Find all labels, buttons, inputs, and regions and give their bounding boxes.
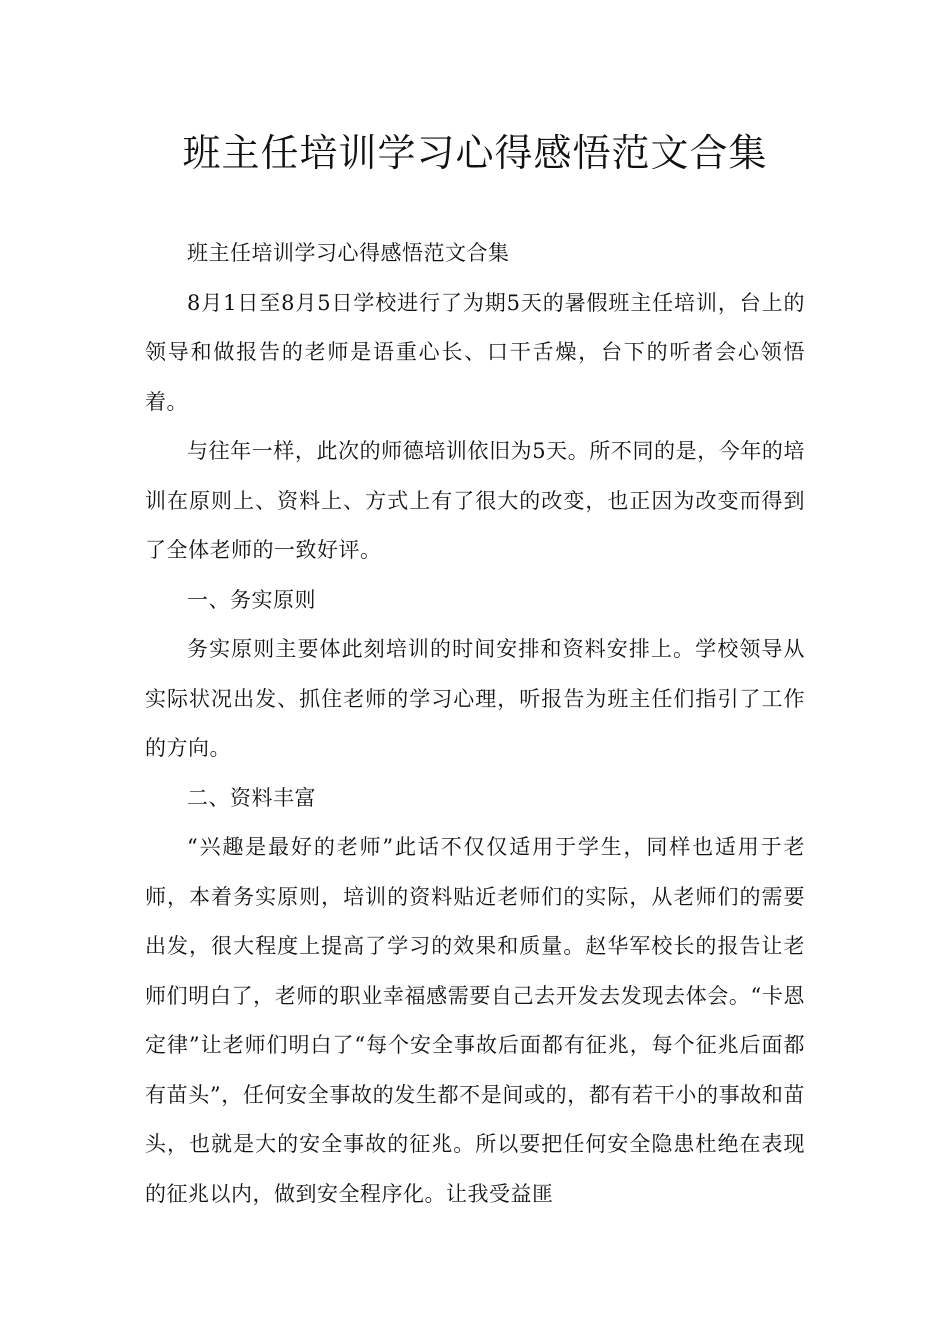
paragraph-subtitle: 班主任培训学习心得感悟范文合集 xyxy=(187,241,510,265)
section-heading-1: 一、务实原则 xyxy=(187,587,316,612)
paragraph-practical-principle: 务实原则主要体此刻培训的时间安排和资料安排上。学校领导从实际状况出发、抓住老师的学习心理，听报告为班主任们指引了工作的方向。 xyxy=(145,637,805,760)
document-title: 班主任培训学习心得感悟范文合集 xyxy=(182,131,768,175)
document-body xyxy=(145,229,805,1219)
paragraph-rich-content: “兴趣是最好的老师”此话不仅仅适用于学生，同样也适用于老师，本着务实原则，培训的资料贴近老师们的实际，从老师们的需要出发，很大程度上提高了学习的效果和质量。赵华军校长的报告让老师们明白了，老师的职业幸福感需要自己去开发去发现去体会。“卡恩定律”让老师们明白了“每个安全事故后面都有征兆，每个征兆后面都有苗头”，任何安全事故的发生都不是间或的，都有若干小的事故和苗头，也就是大的安全事故的征兆。所以要把任何安全隐患杜绝在表现的征兆以内，做到安全程序化。让我受益匪 xyxy=(145,835,805,1206)
paragraph-training-change: 与往年一样，此次的师德培训依旧为5天。所不同的是，今年的培训在原则上、资料上、方式上有了很大的改变，也正因为改变而得到了全体老师的一致好评。 xyxy=(145,439,805,562)
section-heading-2: 二、资料丰富 xyxy=(187,785,316,810)
paragraph-training-dates: 8月1日至8月5日学校进行了为期5天的暑假班主任培训，台上的领导和做报告的老师是语重心长、口干舌燥，台下的听者会心领悟着。 xyxy=(145,290,805,414)
